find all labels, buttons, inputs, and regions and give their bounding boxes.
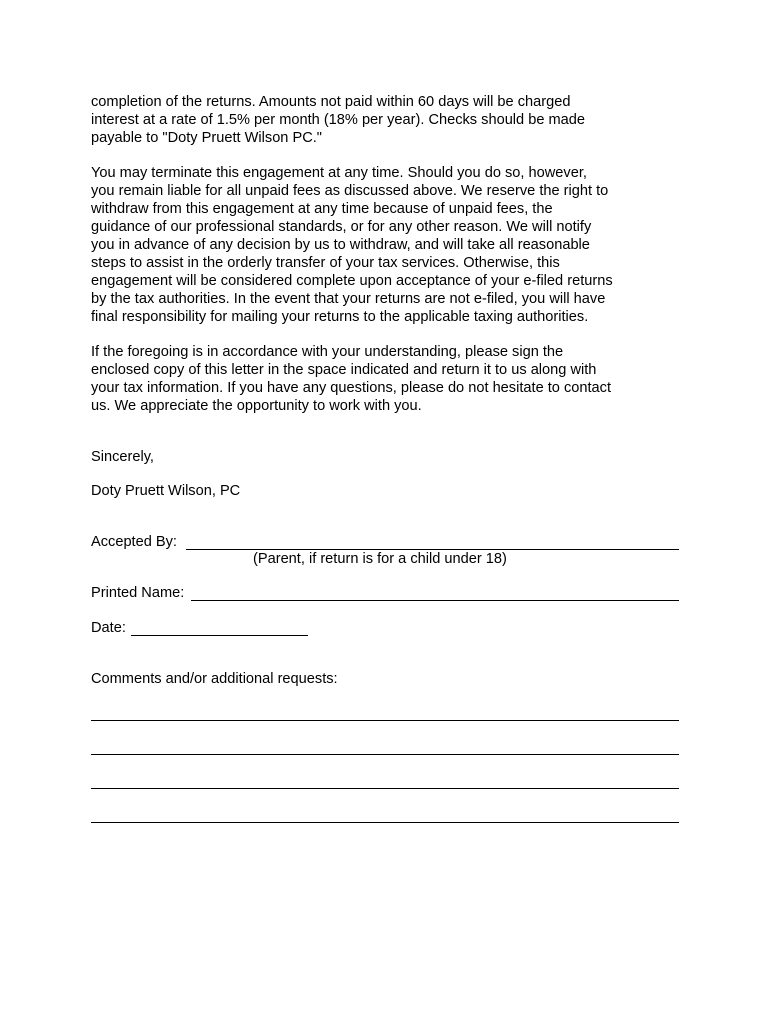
- date-label: Date:: [91, 620, 126, 636]
- paragraph-line: You may terminate this engagement at any time. Should you do so, however,: [91, 165, 587, 181]
- printed-name-line[interactable]: [191, 600, 679, 601]
- paragraph-line: If the foregoing is in accordance with your understanding, please sign the: [91, 344, 564, 360]
- firm-name: Doty Pruett Wilson, PC: [91, 483, 241, 499]
- paragraph-line: final responsibility for mailing your returns to the applicable taxing authorities.: [91, 309, 589, 325]
- paragraph-line: enclosed copy of this letter in the space indicated and return it to us along with: [91, 362, 597, 378]
- comments-line[interactable]: [91, 754, 679, 755]
- paragraph-line: interest at a rate of 1.5% per month (18% per year). Checks should be made: [91, 112, 586, 128]
- accepted-by-label: Accepted By:: [91, 534, 177, 550]
- paragraph-line: your tax information. If you have any questions, please do not hesitate to contact: [91, 380, 612, 396]
- paragraph-line: us. We appreciate the opportunity to work with you.: [91, 398, 422, 414]
- paragraph-line: engagement will be considered complete upon acceptance of your e-filed returns: [91, 273, 613, 289]
- paragraph-line: guidance of our professional standards, or for any other reason. We will notify: [91, 219, 592, 235]
- accepted-by-caption: (Parent, if return is for a child under 18): [253, 551, 507, 567]
- paragraph-line: steps to assist in the orderly transfer of your tax services. Otherwise, this: [91, 255, 560, 271]
- paragraph-line: payable to "Doty Pruett Wilson PC.": [91, 130, 322, 146]
- paragraph-line: you in advance of any decision by us to withdraw, and will take all reasonable: [91, 237, 590, 253]
- closing-salutation: Sincerely,: [91, 449, 154, 465]
- acceptance-paragraph: [91, 343, 651, 415]
- paragraph-line: you remain liable for all unpaid fees as discussed above. We reserve the right to: [91, 183, 609, 199]
- payment-terms-paragraph: [91, 93, 651, 147]
- comments-line[interactable]: [91, 788, 679, 789]
- comments-label: Comments and/or additional requests:: [91, 671, 338, 687]
- paragraph-line: withdraw from this engagement at any time because of unpaid fees, the: [91, 201, 553, 217]
- printed-name-label: Printed Name:: [91, 585, 185, 601]
- termination-paragraph: [91, 164, 651, 326]
- paragraph-line: completion of the returns. Amounts not paid within 60 days will be charged: [91, 94, 571, 110]
- date-line[interactable]: [131, 635, 308, 636]
- comments-line[interactable]: [91, 720, 679, 721]
- paragraph-line: by the tax authorities. In the event that your returns are not e-filed, you will have: [91, 291, 606, 307]
- comments-line[interactable]: [91, 822, 679, 823]
